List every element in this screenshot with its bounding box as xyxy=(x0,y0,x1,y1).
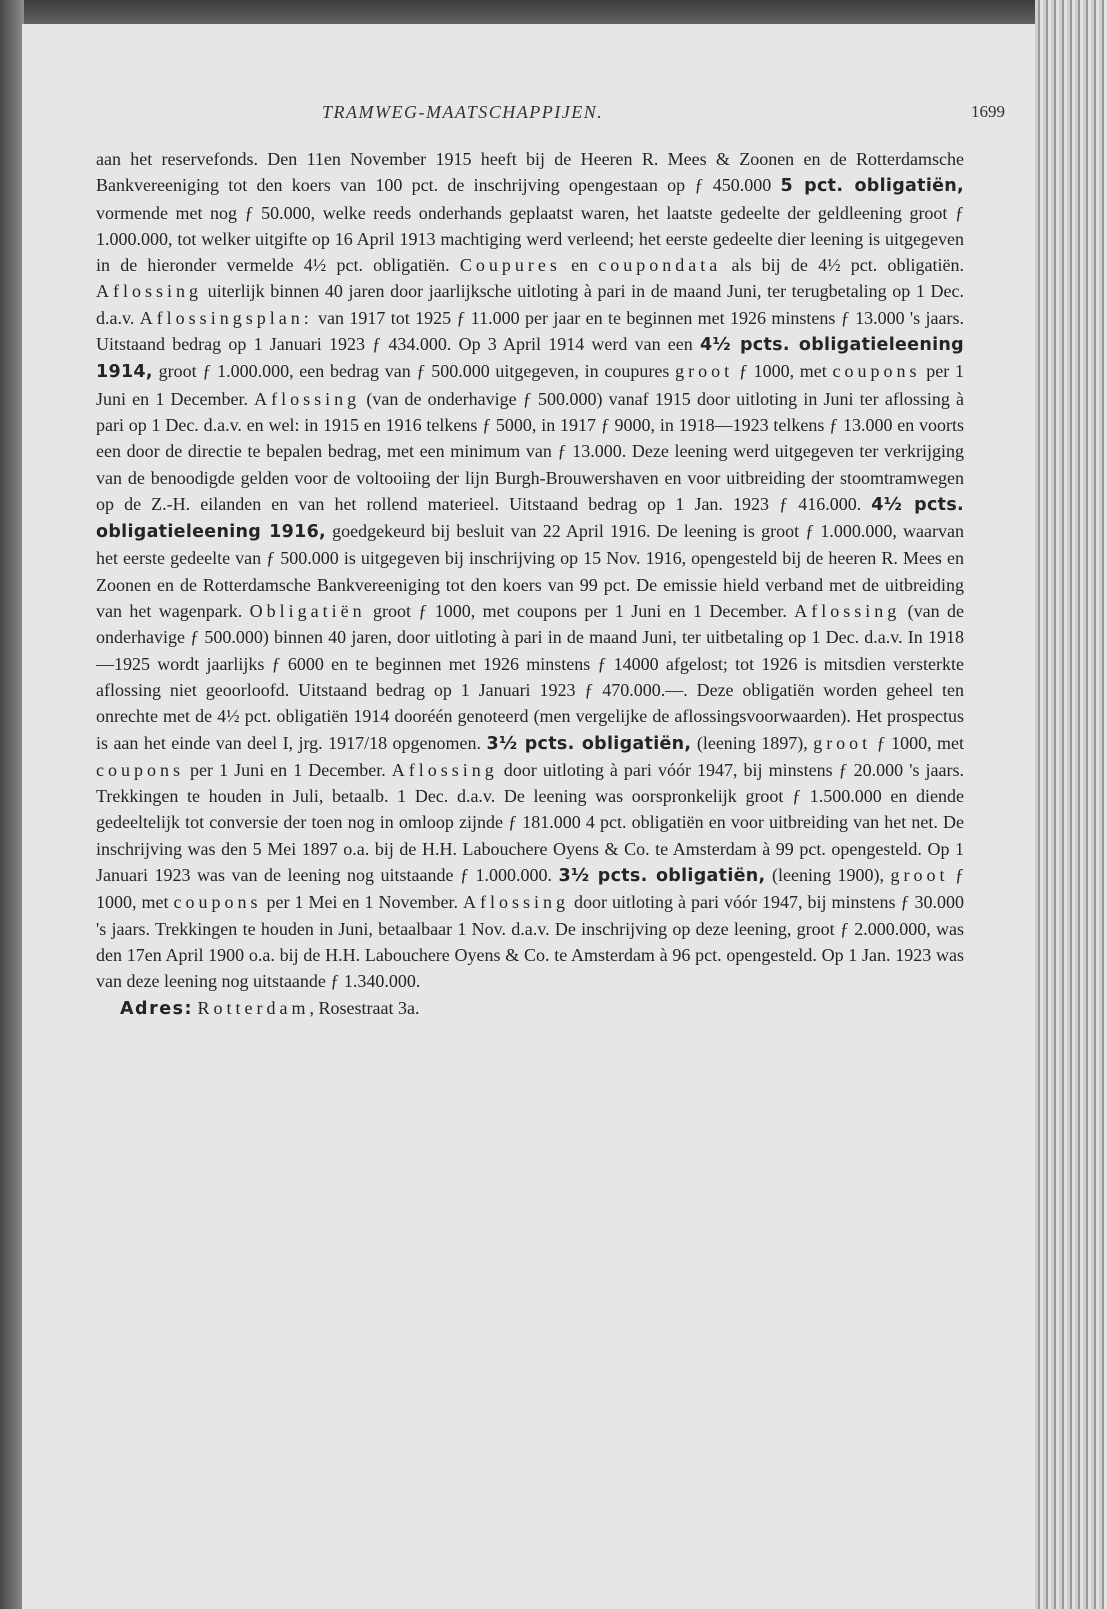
bold-heading-run: 3½ pcts. obligatiën, xyxy=(558,866,766,887)
spaced-term-run: groot xyxy=(675,361,734,382)
text-run: goedgekeurd bij besluit van 22 April 1916. De leening is groot ƒ 1.000.000, waarvan het eerste gedeelte van ƒ 500.000 is uitgegeven bij inschrijving op 15 Nov. 1916, opengesteld bij de heeren R. Mees en Zoonen en de Rotterdamsche Bankvereeniging tot den koers van 99 pct. De emissie hield verband met de uitbreiding van het wagenpark. xyxy=(96,521,964,622)
text-run: door uitloting à pari vóór 1947, bij minstens ƒ 30.000 's jaars. Trekkingen te houden in Juni, betaalbaar 1 Nov. d.a.v. De inschrijving op deze leening, groot ƒ 2.000.000, was den 17en April 1900 o.a. bij de H.H. Labouchere Oyens & Co. te Amsterdam à 96 pct. opengesteld. Op 1 Jan. 1923 was van deze leening nog uitstaande ƒ 1.340.000. xyxy=(96,892,964,992)
text-run: door uitloting à pari vóór 1947, bij minstens ƒ 20.000 's jaars. Trekkingen te houden in Juli, betaalb. 1 Dec. d.a.v. De leening was oorspronkelijk groot ƒ 1.500.000 en diende gedeeltelijk tot conversie der toen nog in omloop zijnde ƒ 181.000 4 pct. obligatiën en voor uitbreiding van het net. De inschrijving was den 5 Mei 1897 o.a. bij de H.H. Labouchere Oyens & Co. te Amsterdam à 99 pct. opengesteld. Op 1 Januari 1923 was van de leening nog uitstaande ƒ 1.000.000. xyxy=(96,759,964,886)
text-run: van 1917 tot 1925 ƒ 11.000 per jaar en te beginnen met 1926 minstens ƒ 13.000 's jaars. Uitstaand bedrag op 1 Januari 1923 ƒ 434.000. Op 3 April 1914 werd van een xyxy=(96,307,964,355)
spaced-term-run: coupons xyxy=(96,759,184,780)
body-text xyxy=(96,146,964,1022)
spaced-term-run: Aflossing xyxy=(391,759,498,780)
spaced-term-run: Aflossing xyxy=(462,892,569,913)
running-title: TRAMWEG-MAATSCHAPPIJEN. xyxy=(322,102,604,122)
text-run: vormende met nog ƒ 50.000, welke reeds onderhands geplaatst waren, het laatste gedeelte der geldleening groot ƒ 1.000.000, tot welker uitgifte op 16 April 1913 machtiging werd verleend; het eerste gedeelte dier leening is uitgegeven in de hieronder vermelde 4½ pct. obligatiën. xyxy=(96,202,964,276)
text-run: en xyxy=(560,255,599,276)
spaced-term-run: Obligatiën xyxy=(249,601,366,622)
text-run: (van de onderhavige ƒ 500.000) vanaf 1915 door uitloting in Juni ter aflossing à pari op 1 Dec. d.a.v. en wel: in 1915 en 1916 telkens ƒ 5000, in 1917 ƒ 9000, in 1918—1923 telkens ƒ 13.000 en voorts een door de directie te bepalen bedrag, met een minimum van ƒ 13.000. Deze leening werd uitgegeven ter verkrijging van de benoodigde gelden voor de voltooiing der lijn Burgh-Brouwershaven en voor uitbreiding der stoomtramwegen op de Z.-H. eilanden en van het rollend materieel. Uitstaand bedrag op 1 Jan. 1923 ƒ 416.000. xyxy=(96,388,964,514)
address-line xyxy=(96,995,964,1022)
page-number: 1699 xyxy=(971,102,1005,121)
spaced-term-run: groot xyxy=(813,732,872,753)
text-run: per 1 Juni en 1 December. xyxy=(96,361,965,409)
spaced-term-run: Coupures xyxy=(459,255,561,276)
text-run: ƒ 1000, met xyxy=(871,732,964,753)
text-run: (van de onderhavige ƒ 500.000) binnen 40 jaren, door uitloting à pari in de maand Juni, ter uitbetaling op 1 Dec. d.a.v. In 1918—1925 wordt jaarlijks ƒ 6000 en te beginnen met 1926 minstens ƒ 14000 afgelost; tot 1926 is mitsdien versterkte aflossing niet geoorloofd. Uitstaand bedrag op 1 Januari 1923 ƒ 470.000.—. Deze obligatiën worden geheel ten onrechte met de 4½ pct. obligatiën 1914 dooréén genoteerd (men vergelijke de aflossingsvoorwaarden). Het prospectus is aan het einde van deel I, jrg. 1917/18 opgenomen. xyxy=(96,601,964,753)
spaced-term-run: Aflossing xyxy=(96,281,203,302)
spaced-term-run: Aflossing xyxy=(794,601,901,622)
text-run: ƒ 450.000 xyxy=(694,175,781,196)
bold-heading-run: 5 pct. obligatiën, xyxy=(780,176,964,197)
book-page xyxy=(22,24,1035,1609)
text-run: per 1 Juni en 1 December. xyxy=(184,759,392,780)
running-head xyxy=(22,102,1035,128)
text-run: groot ƒ 1000, met coupons per 1 Juni en 1 December. xyxy=(365,601,795,622)
text-run: (leening 1900), xyxy=(765,865,891,886)
main-paragraph xyxy=(96,146,964,995)
scan-left-edge xyxy=(0,0,24,1609)
text-run: uiterlijk binnen 40 jaren door jaarlijksche uitloting à pari in de maand Juni, ter terugbetaling op 1 Dec. d.a.v. xyxy=(96,281,964,328)
book-page-edges xyxy=(1035,0,1107,1609)
bold-heading-run: 4½ pcts. obligatieleening 1914, xyxy=(96,335,964,383)
bold-heading-run: 3½ pcts. obligatiën, xyxy=(486,733,692,754)
text-run: groot ƒ 1.000.000, een bedrag van ƒ 500.000 uitgegeven, in coupures xyxy=(152,361,676,382)
text-run: ƒ 1000, met xyxy=(733,361,833,382)
spaced-term-run: Aflossingsplan: xyxy=(139,307,313,328)
text-run: ƒ 1000, met xyxy=(96,865,965,913)
spaced-term-run: Aflossing xyxy=(254,388,361,409)
address-label: Adres: xyxy=(120,998,193,1019)
address-city: Rotterdam xyxy=(197,997,310,1018)
text-run: (leening 1897), xyxy=(691,732,814,753)
bold-heading-run: 4½ pcts. obligatieleening 1916, xyxy=(96,494,964,543)
spaced-term-run: coupons xyxy=(173,892,262,913)
spaced-term-run: coupondata xyxy=(598,255,722,276)
text-run: per 1 Mei en 1 November. xyxy=(261,892,463,913)
address-street: , Rosestraat 3a. xyxy=(309,997,420,1018)
text-run: aan het reservefonds. Den 11en November 1915 heeft bij de Heeren R. Mees & Zoonen en de Rotterdamsche Bankvereeniging tot den koers van 100 pct. de inschrijving opengestaan op xyxy=(96,149,964,196)
text-run: als bij de 4½ pct. obligatiën. xyxy=(721,255,964,276)
spaced-term-run: groot xyxy=(890,865,949,886)
spaced-term-run: coupons xyxy=(832,361,921,382)
